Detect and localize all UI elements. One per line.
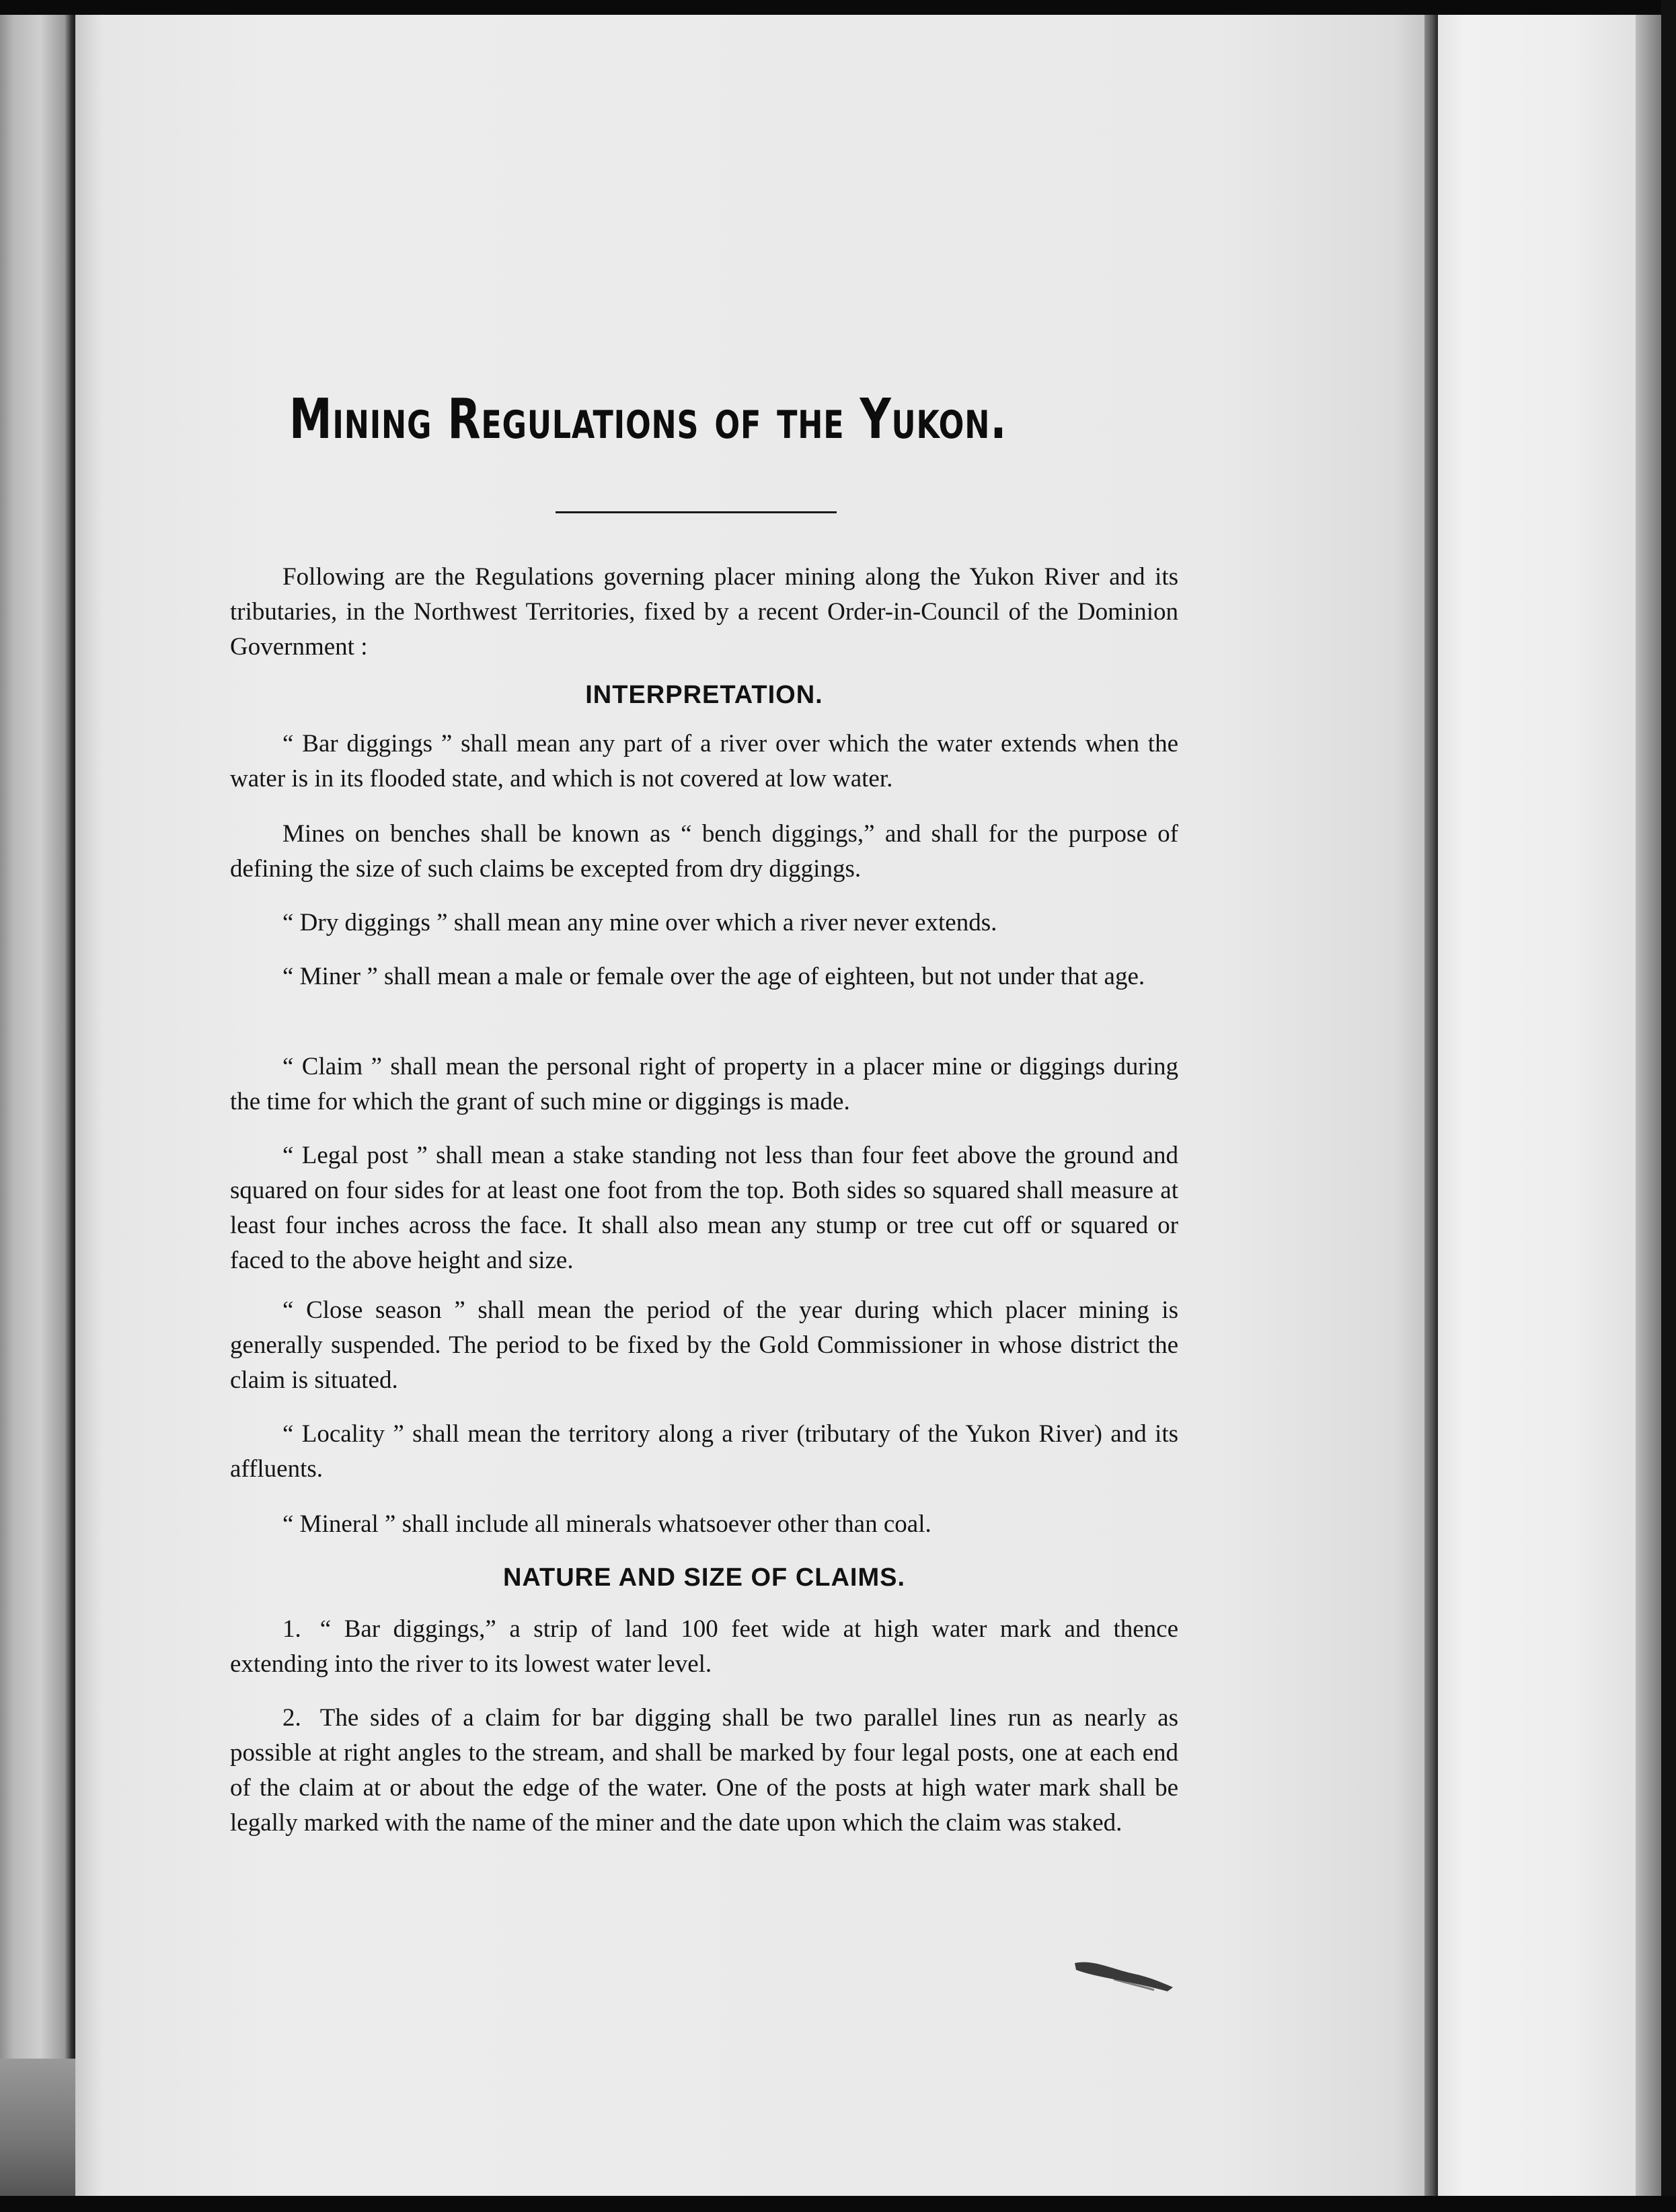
item-number: 1.	[282, 1615, 301, 1643]
page-edge	[1424, 15, 1438, 2196]
section-heading-interpretation: INTERPRETATION.	[585, 681, 823, 709]
left-board	[0, 15, 75, 2196]
scan-border-top	[0, 0, 1676, 15]
definition-legal-post: “ Legal post ” shall mean a stake standing not less than four feet above the ground and squared on four sides for at least one foot from the top. Both sides so squared shall measure at least four inches across the face. It shall also mean any stump or tree cut off or squared or faced to the above height and size.	[230, 1142, 1178, 1274]
intro-paragraph: Following are the Regulations governing placer mining along the Yukon River and its tributaries, in the Northwest Territories, fixed by a recent Order-in-Council of the Dominion Government :	[230, 563, 1178, 661]
definition-mineral: “ Mineral ” shall include all minerals whatsoever other than coal.	[282, 1510, 931, 1538]
claim-item-1	[230, 1612, 1178, 1682]
definition-claim: “ Claim ” shall mean the personal right of property in a placer mine or diggings during the time for which the grant of such mine or diggings is made.	[230, 1053, 1178, 1115]
scan-border-right	[1661, 0, 1676, 2212]
item-text: The sides of a claim for bar digging shall be two parallel lines run as nearly as possible at right angles to the stream, and shall be marked by four legal posts, one at each end of the claim at or about the edge of the water. One of the posts at high water mark shall be legally marked with the name of the miner and the date upon which the claim was staked.	[230, 1704, 1178, 1837]
ink-smudge-mark	[1073, 1955, 1174, 1995]
facing-page-edge	[1636, 15, 1661, 2196]
definition-close-season: “ Close season ” shall mean the period of the year during which placer mining is generally suspended. The period to be fixed by the Gold Commissioner in whose district the claim is situated.	[230, 1296, 1178, 1394]
section-heading-claims: NATURE AND SIZE OF CLAIMS.	[502, 1563, 906, 1592]
definition-dry-diggings: “ Dry diggings ” shall mean any mine over which a river never extends.	[282, 909, 997, 936]
left-board-bottom	[0, 2059, 75, 2196]
title-divider	[556, 511, 837, 513]
scan-border-bottom	[0, 2196, 1676, 2212]
definition-miner: “ Miner ” shall mean a male or female over the age of eighteen, but not under that age.	[282, 963, 1145, 990]
definition-locality: “ Locality ” shall mean the territory along a river (tributary of the Yukon River) and its affluents.	[230, 1420, 1178, 1483]
item-text: “ Bar diggings,” a strip of land 100 feet wide at high water mark and thence extending into the river to its lowest water level.	[230, 1615, 1178, 1678]
facing-page	[1438, 15, 1661, 2196]
claim-item-2	[230, 1701, 1178, 1841]
definition-bench-diggings: Mines on benches shall be known as “ bench diggings,” and shall for the purpose of defining the size of such claims be excepted from dry diggings.	[230, 820, 1178, 883]
definition-bar-diggings: “ Bar diggings ” shall mean any part of a river over which the water extends when the water is in its flooded state, and which is not covered at low water.	[230, 730, 1178, 792]
page-title: Mining Regulations of the Yukon.	[289, 388, 1007, 451]
item-number: 2.	[282, 1704, 301, 1732]
